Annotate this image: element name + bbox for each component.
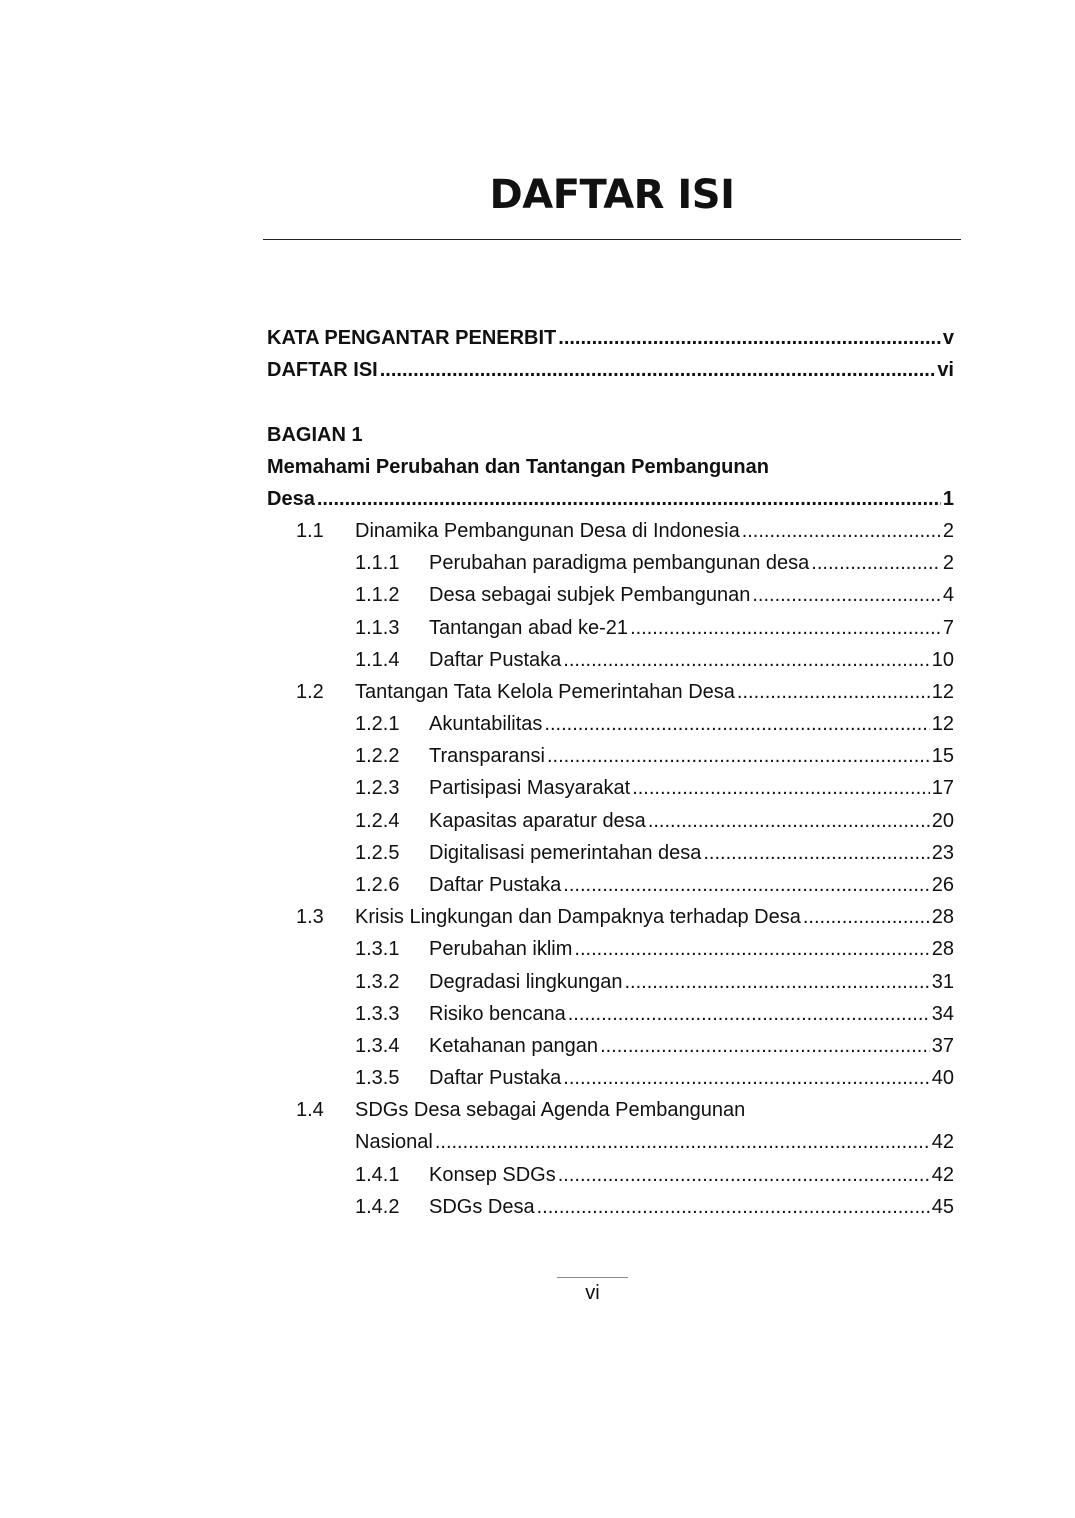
toc-subsection-1-4-1[interactable] — [267, 1159, 954, 1191]
toc-leader — [703, 837, 929, 869]
toc-subsection-1-3-1[interactable] — [267, 933, 954, 965]
toc-leader — [317, 483, 941, 515]
toc-entry-kata-pengantar[interactable] — [267, 322, 954, 354]
toc-entry-page: 37 — [931, 1035, 954, 1057]
toc-section-label: Tantangan Tata Kelola Pemerintahan Desa — [355, 681, 735, 703]
toc-subsection-1-4-2[interactable] — [267, 1191, 954, 1223]
toc-subsection-label: Daftar Pustaka — [429, 1067, 562, 1089]
toc-subsection-label: Risiko bencana — [429, 1003, 566, 1025]
toc-subsection-number: 1.2.3 — [355, 777, 400, 799]
toc-subsection-number: 1.2.2 — [355, 745, 400, 767]
toc-subsection-number: 1.2.6 — [355, 874, 400, 896]
toc-leader — [737, 676, 930, 708]
toc-subsection-number: 1.1.4 — [355, 649, 400, 671]
part-title-line2: Desa — [267, 488, 315, 510]
toc-section-number: 1.1 — [296, 520, 324, 542]
toc-subsection-number: 1.2.4 — [355, 810, 400, 832]
toc-leader — [600, 1030, 930, 1062]
toc-subsection-label: Tantangan abad ke-21 — [429, 617, 629, 639]
toc-subsection-label: Digitalisasi pemerintahan desa — [429, 842, 702, 864]
toc-subsection-number: 1.3.4 — [355, 1035, 400, 1057]
toc-section-label-continued: Nasional — [355, 1131, 433, 1153]
toc-subsection-1-1-4[interactable] — [267, 644, 954, 676]
toc-subsection-1-1-2[interactable] — [267, 579, 954, 611]
toc-leader — [752, 579, 941, 611]
toc-subsection-label: Kapasitas aparatur desa — [429, 810, 646, 832]
toc-section-1-1[interactable] — [267, 515, 954, 547]
toc-section-1-4-line2[interactable] — [267, 1126, 954, 1158]
toc-subsection-label: Daftar Pustaka — [429, 649, 562, 671]
toc-leader — [742, 515, 941, 547]
toc-subsection-label: Daftar Pustaka — [429, 874, 562, 896]
toc-subsection-label: Partisipasi Masyarakat — [429, 777, 631, 799]
toc-entry-page: 10 — [931, 649, 954, 671]
footer-divider — [557, 1277, 628, 1278]
toc-section-number: 1.2 — [296, 681, 324, 703]
toc-entry-page: 31 — [931, 971, 954, 993]
toc-subsection-label: Degradasi lingkungan — [429, 971, 623, 993]
toc-subsection-label: Transparansi — [429, 745, 545, 767]
toc-entry-page: 7 — [942, 617, 954, 639]
toc-subsection-1-2-1[interactable] — [267, 708, 954, 740]
toc-leader — [380, 354, 936, 386]
part-title-line1: Memahami Perubahan dan Tantangan Pembangunan — [267, 456, 769, 478]
toc-leader — [574, 933, 929, 965]
toc-subsection-1-2-2[interactable] — [267, 740, 954, 772]
toc-entry-page: 42 — [931, 1164, 954, 1186]
toc-subsection-1-3-4[interactable] — [267, 1030, 954, 1062]
toc-subsection-1-3-3[interactable] — [267, 998, 954, 1030]
toc-section-1-2[interactable] — [267, 676, 954, 708]
toc-leader — [632, 772, 930, 804]
toc-entry-label: KATA PENGANTAR PENERBIT — [267, 327, 557, 349]
toc-leader — [811, 547, 941, 579]
toc-subsection-number: 1.4.2 — [355, 1196, 400, 1218]
toc-subsection-number: 1.3.5 — [355, 1067, 400, 1089]
title-divider — [263, 239, 961, 240]
toc-subsection-number: 1.1.1 — [355, 552, 400, 574]
toc-subsection-number: 1.2.1 — [355, 713, 400, 735]
toc-subsection-number: 1.3.1 — [355, 938, 400, 960]
toc-section-label: Dinamika Pembangunan Desa di Indonesia — [355, 520, 740, 542]
part-heading: BAGIAN 1 — [267, 424, 363, 446]
toc-entry-page: 42 — [931, 1131, 954, 1153]
toc-entry-page: 12 — [931, 681, 954, 703]
toc-subsection-label: Perubahan paradigma pembangunan desa — [429, 552, 810, 574]
toc-entry-page: v — [942, 327, 954, 349]
toc-subsection-1-1-1[interactable] — [267, 547, 954, 579]
toc-leader — [558, 322, 941, 354]
toc-leader — [624, 966, 929, 998]
toc-entry-page: 2 — [942, 552, 954, 574]
toc-entry-page: 17 — [931, 777, 954, 799]
toc-leader — [648, 805, 930, 837]
toc-leader — [558, 1159, 930, 1191]
toc-leader — [435, 1126, 930, 1158]
page-title: DAFTAR ISI — [489, 172, 735, 218]
toc-entry-page: 2 — [942, 520, 954, 542]
toc-section-1-4-line1[interactable] — [267, 1094, 954, 1126]
toc-subsection-label: Konsep SDGs — [429, 1164, 556, 1186]
toc-section-label: Krisis Lingkungan dan Dampaknya terhadap Desa — [355, 906, 801, 928]
toc-leader — [563, 644, 929, 676]
toc-entry-page: 28 — [931, 906, 954, 928]
toc-subsection-1-3-5[interactable] — [267, 1062, 954, 1094]
toc-subsection-number: 1.1.3 — [355, 617, 400, 639]
toc-subsection-number: 1.1.2 — [355, 584, 400, 606]
toc-entry-page: vi — [937, 359, 954, 381]
toc-subsection-label: Desa sebagai subjek Pembangunan — [429, 584, 751, 606]
toc-subsection-number: 1.4.1 — [355, 1164, 400, 1186]
toc-entry-page: 34 — [931, 1003, 954, 1025]
toc-subsection-1-3-2[interactable] — [267, 966, 954, 998]
toc-entry-daftar-isi[interactable] — [267, 354, 954, 386]
toc-entry-page: 23 — [931, 842, 954, 864]
toc-entry-label: DAFTAR ISI — [267, 359, 378, 381]
toc-subsection-1-1-3[interactable] — [267, 612, 954, 644]
toc-leader — [537, 1191, 930, 1223]
toc-subsection-label: Ketahanan pangan — [429, 1035, 599, 1057]
toc-entry-page: 26 — [931, 874, 954, 896]
page-number: vi — [585, 1282, 600, 1304]
toc-entry-page: 40 — [931, 1067, 954, 1089]
toc-leader — [547, 740, 930, 772]
toc-entry-part-1[interactable] — [267, 483, 954, 515]
toc-subsection-number: 1.3.3 — [355, 1003, 400, 1025]
toc-subsection-label: Akuntabilitas — [429, 713, 543, 735]
toc-subsection-number: 1.2.5 — [355, 842, 400, 864]
toc-entry-page: 20 — [931, 810, 954, 832]
toc-section-1-3[interactable] — [267, 901, 954, 933]
toc-subsection-1-2-3[interactable] — [267, 772, 954, 804]
toc-leader — [568, 998, 930, 1030]
toc-entry-page: 4 — [942, 584, 954, 606]
toc-entry-page: 45 — [931, 1196, 954, 1218]
toc-subsection-number: 1.3.2 — [355, 971, 400, 993]
toc-section-number: 1.3 — [296, 906, 324, 928]
toc-leader — [563, 1062, 929, 1094]
toc-leader — [563, 869, 929, 901]
toc-subsection-1-2-5[interactable] — [267, 837, 954, 869]
toc-subsection-label: SDGs Desa — [429, 1196, 535, 1218]
toc-entry-page: 1 — [942, 488, 954, 510]
toc-section-label: SDGs Desa sebagai Agenda Pembangunan — [355, 1099, 746, 1121]
toc-subsection-1-2-4[interactable] — [267, 805, 954, 837]
toc-leader — [630, 612, 941, 644]
toc-entry-page: 15 — [931, 745, 954, 767]
toc-entry-page: 12 — [931, 713, 954, 735]
toc-subsection-1-2-6[interactable] — [267, 869, 954, 901]
toc-leader — [544, 708, 929, 740]
toc-leader — [803, 901, 930, 933]
toc-subsection-label: Perubahan iklim — [429, 938, 573, 960]
toc-section-number: 1.4 — [296, 1099, 324, 1121]
toc-entry-page: 28 — [931, 938, 954, 960]
